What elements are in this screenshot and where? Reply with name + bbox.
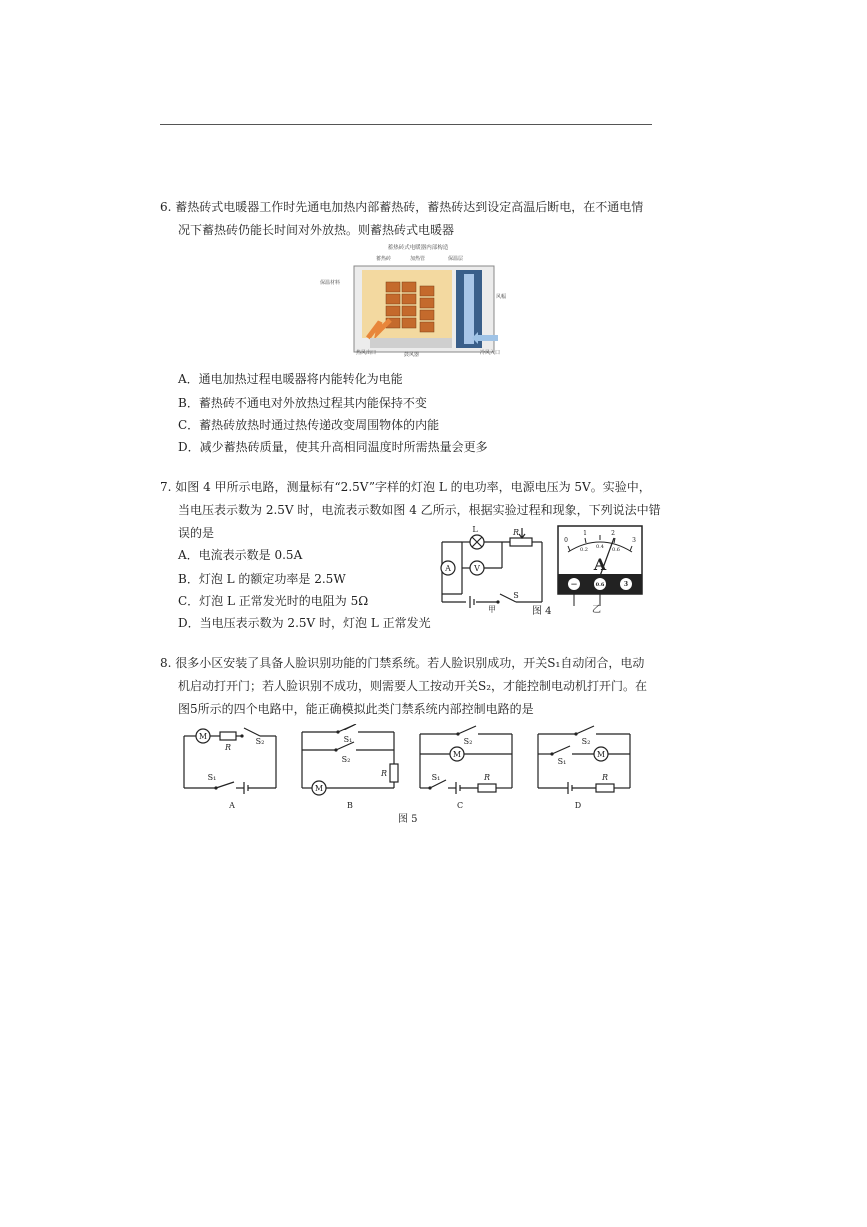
q6-heater-figure	[318, 242, 518, 358]
q7-voltmeter-label: V	[474, 564, 480, 573]
q7-rheostat-label: R	[512, 528, 520, 537]
q6-figure-title: 蓄热砖式电暖器内部构造	[387, 245, 449, 251]
q6-text	[160, 196, 643, 242]
q6-option-d: D．减少蓄热砖质量，使其升高相同温度时所需热量会更多	[178, 440, 488, 454]
q7-terminal-neg: —	[571, 581, 577, 588]
q8b-motor: M	[314, 784, 324, 793]
q8d-s1: S₁	[557, 757, 567, 766]
q8b-s2: S₂	[341, 755, 351, 764]
q8c-motor: M	[452, 750, 462, 759]
q7-meter-tick-1: 1	[583, 530, 587, 537]
q6-label-blower: 鼓风器	[404, 352, 420, 358]
q8a-motor: M	[198, 732, 208, 741]
q7-line2: 当电压表示数为 2.5V 时，电流表示数如图 4 乙所示，根据实验过程和现象，下列说法中错	[178, 503, 661, 517]
q8a-s2: S₂	[255, 737, 265, 746]
q7-circuit-figure	[432, 522, 550, 614]
q7-meter-tick-0: 0	[564, 537, 568, 544]
q8-circuit-a	[178, 724, 282, 810]
q7-terminal-06: 0.6	[595, 582, 605, 588]
q7-option-a: A．电流表示数是 0.5A	[178, 548, 303, 562]
q6-label-cold-in: 冷风入口	[480, 350, 501, 356]
q6-line1: 蓄热砖式电暖器工作时先通电加热内部蓄热砖，蓄热砖达到设定高温后断电，在不通电情	[175, 200, 644, 214]
q6-option-a: A．通电加热过程电暖器将内能转化为电能	[178, 372, 403, 386]
q8c-s1: S₁	[431, 773, 441, 782]
q8a-resistor: R	[224, 743, 232, 752]
q6-label-insulation: 保温层	[448, 256, 464, 262]
q7-terminal-3: 3	[623, 581, 629, 588]
header-rule	[160, 124, 652, 125]
q6-option-b: B．蓄热砖不通电对外放热过程其内能保持不变	[178, 396, 427, 410]
q7-ammeter-figure	[556, 524, 644, 618]
q8-number: 8.	[160, 656, 172, 670]
q8-line3: 图5所示的四个电路中，能正确模拟此类门禁系统内部控制电路的是	[178, 702, 534, 716]
q6-number: 6.	[160, 200, 172, 214]
q8d-letter: D	[574, 801, 582, 810]
q8b-s1: S₁	[343, 735, 353, 744]
q8d-s2: S₂	[581, 737, 591, 746]
q6-label-vent: 风幅	[496, 294, 507, 300]
q8a-s1: S₁	[207, 773, 217, 782]
q8b-resistor: R	[380, 769, 388, 778]
q8a-letter: A	[229, 801, 235, 810]
q7-meter-unit: A	[593, 555, 607, 574]
q7-option-c: C．灯泡 L 正常发光时的电阻为 5Ω	[178, 594, 369, 608]
q6-label-brick: 蓄热砖	[376, 256, 392, 262]
q7-meter-tick-06: 0.6	[612, 547, 620, 553]
q6-label-material: 保温材料	[320, 280, 341, 286]
q6-line2: 况下蓄热砖仍能长时间对外放热。则蓄热砖式电暖器	[178, 223, 455, 237]
q8c-resistor: R	[483, 773, 491, 782]
q8-circuit-c	[414, 724, 518, 810]
q8-line1: 很多小区安装了具备人脸识别功能的门禁系统。若人脸识别成功，开关S₁自动闭合，电动	[175, 656, 645, 670]
q8d-motor: M	[596, 750, 606, 759]
q7-meter-tick-02: 0.2	[580, 547, 588, 553]
q7-meter-tick-04: 0.4	[596, 544, 604, 550]
q7-yi-label: 乙	[592, 605, 602, 615]
q8-figure-caption: 图 5	[398, 814, 418, 825]
q8b-letter: B	[347, 801, 353, 810]
q8-circuit-d	[532, 724, 636, 810]
q7-ammeter-label: A	[445, 564, 451, 573]
q8-line2: 机启动打开门；若人脸识别不成功，则需要人工按动开关S₂，才能控制电动机打开门。在	[178, 679, 648, 693]
q7-switch-label: S	[513, 591, 519, 600]
q8-circuit-b	[296, 724, 400, 810]
q7-figure-caption: 图 4	[532, 606, 552, 617]
q7-meter-tick-2: 2	[611, 530, 615, 537]
q7-option-b: B．灯泡 L 的额定功率是 2.5W	[178, 572, 346, 586]
q7-option-d: D．当电压表示数为 2.5V 时，灯泡 L 正常发光	[178, 616, 431, 630]
q6-option-c: C．蓄热砖放热时通过热传递改变周围物体的内能	[178, 418, 440, 432]
q7-meter-tick-3: 3	[632, 537, 636, 544]
q7-number: 7.	[160, 480, 172, 494]
q7-line1: 如图 4 甲所示电路，测量标有“2.5V”字样的灯泡 L 的电功率，电源电压为 5V。实验中，	[175, 480, 651, 494]
q7-lamp-label: L	[472, 525, 478, 534]
q8c-letter: C	[456, 801, 464, 810]
q7-jia-label: 甲	[488, 605, 496, 614]
q6-label-hot-out: 热风出口	[356, 350, 377, 356]
q7-line3: 误的是	[178, 526, 215, 540]
q8-text	[160, 652, 647, 721]
q8d-resistor: R	[601, 773, 609, 782]
q6-label-heater: 加热管	[410, 256, 426, 262]
q8c-s2: S₂	[463, 737, 473, 746]
